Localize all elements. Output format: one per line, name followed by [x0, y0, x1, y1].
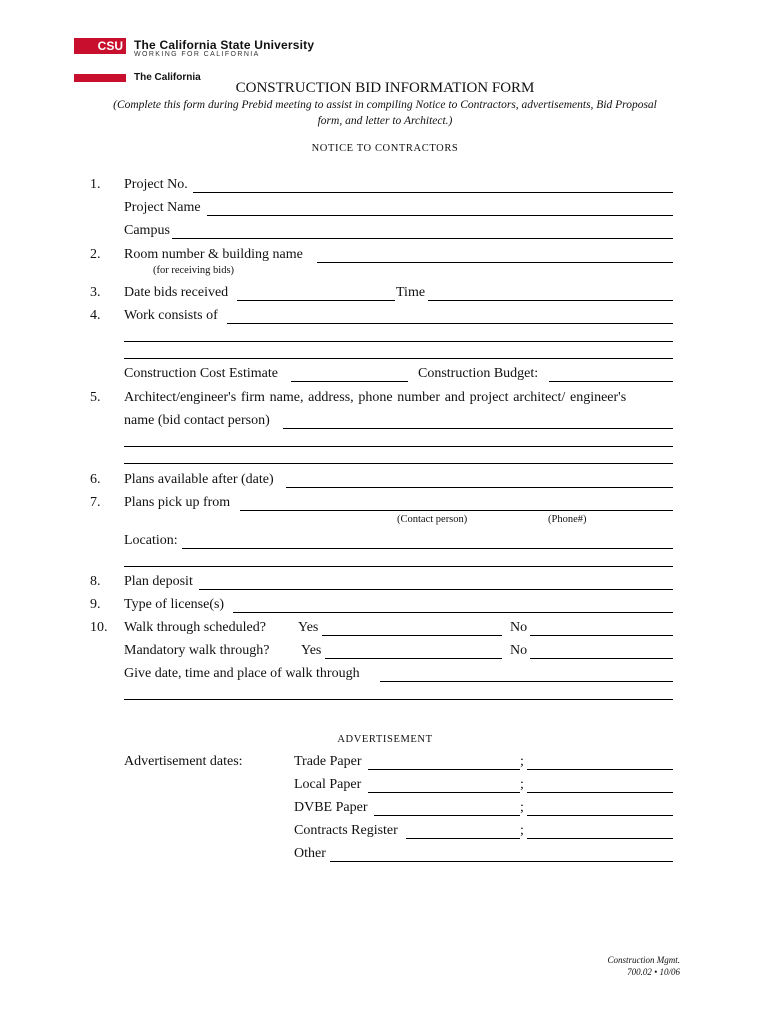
walk-scheduled-no-field[interactable]: [530, 635, 673, 636]
item-number: 2.: [90, 247, 101, 262]
walk-details-field[interactable]: [380, 681, 673, 682]
contracts-register-field-2[interactable]: [527, 838, 673, 839]
mandatory-walk-yes-label: Yes: [301, 643, 322, 658]
date-bids-label: Date bids received: [124, 285, 229, 300]
architect-field-line-2[interactable]: [124, 446, 673, 447]
item-number: 9.: [90, 597, 101, 612]
separator: ;: [520, 823, 524, 838]
logo-abbr: CSU: [97, 39, 123, 53]
mandatory-walk-no-label: No: [510, 643, 528, 658]
location-field[interactable]: [182, 548, 673, 549]
contact-person-note: (Contact person): [397, 514, 468, 525]
campus-label: Campus: [124, 223, 170, 238]
room-label: Room number & building name: [124, 247, 303, 262]
other-label: Other: [294, 846, 326, 861]
mandatory-walk-no-field[interactable]: [530, 658, 673, 659]
item-number: 5.: [90, 390, 101, 405]
architect-field-line-3[interactable]: [124, 463, 673, 464]
plan-deposit-label: Plan deposit: [124, 574, 193, 589]
section-advertisement: ADVERTISEMENT: [337, 734, 433, 745]
section-notice-to-contractors: NOTICE TO CONTRACTORS: [311, 143, 459, 154]
walk-scheduled-no-label: No: [510, 620, 528, 635]
logo-title: The California State University: [134, 38, 315, 52]
walk-details-field-line-2[interactable]: [124, 699, 673, 700]
cost-estimate-field[interactable]: [291, 381, 408, 382]
other-field[interactable]: [330, 861, 673, 862]
walk-details-label: Give date, time and place of walk through: [124, 666, 360, 681]
item-number: 6.: [90, 472, 101, 487]
time-field[interactable]: [428, 300, 673, 301]
item-number: 3.: [90, 285, 101, 300]
logo-tagline: WORKING FOR CALIFORNIA: [134, 51, 260, 58]
cost-estimate-label: Construction Cost Estimate: [124, 366, 278, 381]
architect-label-line-2: name (bid contact person): [124, 413, 270, 428]
mandatory-walk-label: Mandatory walk through?: [124, 643, 270, 658]
plans-after-label: Plans available after (date): [124, 472, 274, 487]
plans-pickup-field[interactable]: [240, 510, 673, 511]
walk-scheduled-yes-field[interactable]: [322, 635, 502, 636]
walk-scheduled-yes-label: Yes: [298, 620, 319, 635]
form-subtitle: (Complete this form during Prebid meeting to assist in compiling Notice to Contractors, advertisements, Bid Proposal form, and letter to Architect.): [113, 99, 657, 127]
project-no-label: Project No.: [124, 177, 188, 192]
local-paper-field-1[interactable]: [368, 792, 520, 793]
phone-note: (Phone#): [548, 514, 587, 525]
item-number: 7.: [90, 495, 101, 510]
budget-label: Construction Budget:: [418, 366, 539, 381]
dvbe-paper-label: DVBE Paper: [294, 800, 368, 815]
footer-line-1: Construction Mgmt.: [607, 955, 680, 965]
trade-paper-field-1[interactable]: [368, 769, 520, 770]
local-paper-field-2[interactable]: [527, 792, 673, 793]
plans-after-field[interactable]: [286, 487, 673, 488]
item-number: 8.: [90, 574, 101, 589]
plans-pickup-label: Plans pick up from: [124, 495, 231, 510]
location-label: Location:: [124, 533, 178, 548]
csu-logo: [74, 38, 126, 54]
budget-field[interactable]: [549, 381, 673, 382]
item-number: 10.: [90, 620, 108, 635]
project-name-label: Project Name: [124, 200, 201, 215]
separator: ;: [520, 754, 524, 769]
campus-field[interactable]: [172, 238, 673, 239]
footer-line-2: 700.02 • 10/06: [627, 967, 680, 977]
contracts-register-label: Contracts Register: [294, 823, 398, 838]
license-field[interactable]: [233, 612, 673, 613]
room-field[interactable]: [317, 262, 673, 263]
separator: ;: [520, 800, 524, 815]
contracts-register-field-1[interactable]: [406, 838, 520, 839]
footer: [607, 954, 680, 978]
work-field[interactable]: [227, 323, 673, 324]
project-name-field[interactable]: [207, 215, 673, 216]
local-paper-label: Local Paper: [294, 777, 362, 792]
architect-field[interactable]: [283, 428, 673, 429]
work-field-line-3[interactable]: [124, 358, 673, 359]
work-field-line-2[interactable]: [124, 341, 673, 342]
project-no-field[interactable]: [193, 192, 673, 193]
plan-deposit-field[interactable]: [199, 589, 673, 590]
trade-paper-field-2[interactable]: [527, 769, 673, 770]
form-title: CONSTRUCTION BID INFORMATION FORM: [235, 80, 535, 96]
license-label: Type of license(s): [124, 597, 225, 612]
trade-paper-label: Trade Paper: [294, 754, 362, 769]
work-label: Work consists of: [124, 308, 218, 323]
item-number: 4.: [90, 308, 101, 323]
ghost-logo-title: The California: [134, 72, 201, 81]
location-field-line-2[interactable]: [124, 566, 673, 567]
room-note: (for receiving bids): [153, 265, 235, 276]
mandatory-walk-yes-field[interactable]: [325, 658, 502, 659]
dvbe-paper-field-1[interactable]: [374, 815, 520, 816]
item-number: 1.: [90, 177, 101, 192]
dvbe-paper-field-2[interactable]: [527, 815, 673, 816]
date-bids-field[interactable]: [237, 300, 395, 301]
walk-scheduled-label: Walk through scheduled?: [124, 620, 266, 635]
separator: ;: [520, 777, 524, 792]
architect-label-line-1: Architect/engineer's firm name, address, phone number and project architect/ engineer's: [124, 390, 627, 405]
advertisement-dates-label: Advertisement dates:: [124, 754, 243, 769]
time-label: Time: [396, 285, 426, 300]
